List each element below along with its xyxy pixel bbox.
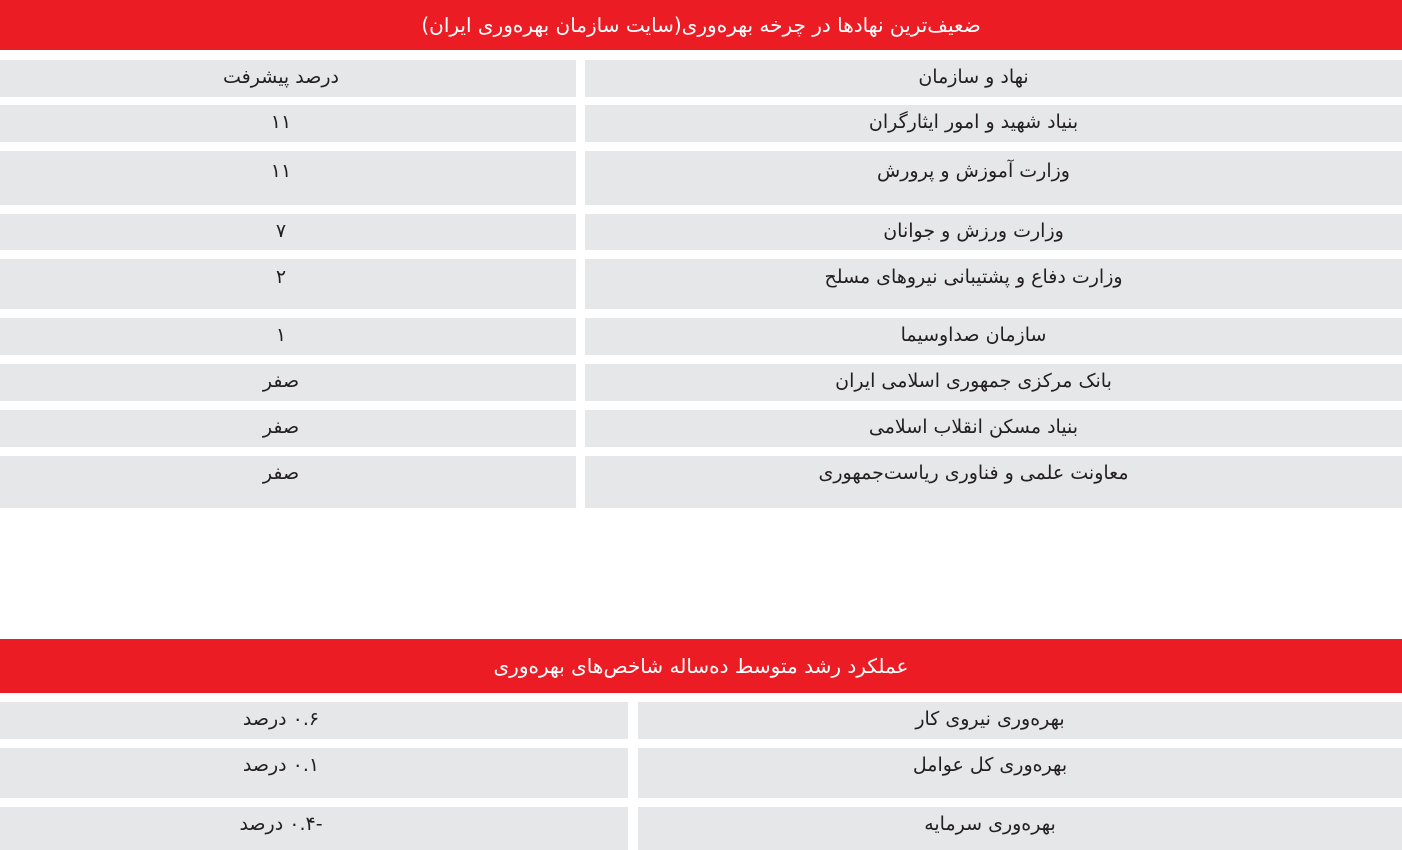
indicator-name: بهره‌وری نیروی کار (915, 708, 1065, 730)
header-name: نهاد و سازمان (918, 66, 1029, 88)
progress-value: ۷ (275, 220, 287, 242)
indicator-name-cell (638, 807, 1402, 850)
org-name-cell (585, 151, 1402, 205)
table-row (0, 151, 1402, 205)
org-name-cell (585, 318, 1402, 355)
table-row (0, 456, 1402, 508)
progress-cell (0, 151, 576, 205)
progress-cell (0, 364, 576, 401)
progress-value: صفر (262, 370, 300, 392)
org-name: وزارت دفاع و پشتیبانی نیروهای مسلح (824, 266, 1123, 288)
table1-header-row (0, 60, 1402, 97)
indicator-name: بهره‌وری سرمایه (924, 813, 1056, 835)
table-row (0, 807, 1402, 850)
header-name-cell (585, 60, 1402, 97)
indicator-name: بهره‌وری کل عوامل (912, 754, 1068, 776)
progress-cell (0, 214, 576, 250)
org-name-cell (585, 105, 1402, 142)
progress-cell (0, 259, 576, 309)
table-row (0, 702, 1402, 739)
growth-value: ۰.۶ درصد (242, 708, 320, 730)
table-row (0, 318, 1402, 355)
org-name-cell (585, 259, 1402, 309)
progress-cell (0, 105, 576, 142)
org-name-cell (585, 364, 1402, 401)
table-row (0, 748, 1402, 798)
org-name: سازمان صداوسیما (900, 324, 1047, 346)
org-name-cell (585, 214, 1402, 250)
table2-title-banner (0, 639, 1402, 693)
org-name: بنیاد شهید و امور ایثارگران (868, 111, 1079, 133)
header-value-cell (0, 60, 576, 97)
progress-value: ۱۱ (270, 160, 292, 182)
table-row (0, 105, 1402, 142)
growth-cell (0, 748, 628, 798)
progress-value: ۱۱ (270, 111, 292, 133)
growth-cell (0, 807, 628, 850)
progress-cell (0, 456, 576, 508)
indicator-name-cell (638, 748, 1402, 798)
growth-value: ۰.۱ درصد (242, 754, 320, 776)
table-row (0, 214, 1402, 250)
table-row (0, 364, 1402, 401)
progress-value: ۱ (275, 324, 287, 346)
growth-cell (0, 702, 628, 739)
progress-value: صفر (262, 416, 300, 438)
table1-title: ضعیف‌ترین نهادها در چرخه بهره‌وری(سایت سازمان بهره‌وری ایران) (421, 13, 981, 37)
table-row (0, 410, 1402, 447)
org-name: بانک مرکزی جمهوری اسلامی ایران (835, 370, 1112, 392)
org-name: معاونت علمی و فناوری ریاست‌جمهوری (818, 462, 1129, 484)
table-row (0, 259, 1402, 309)
table1-title-banner (0, 0, 1402, 50)
progress-cell (0, 410, 576, 447)
table2-title: عملکرد رشد متوسط ده‌ساله شاخص‌های بهره‌وری (493, 654, 909, 678)
header-value: درصد پیشرفت (223, 66, 339, 88)
org-name-cell (585, 456, 1402, 508)
org-name-cell (585, 410, 1402, 447)
progress-value: ۲ (275, 266, 287, 288)
progress-value: صفر (262, 462, 300, 484)
progress-cell (0, 318, 576, 355)
growth-value: -۰.۴ درصد (239, 813, 323, 835)
org-name: وزارت ورزش و جوانان (883, 220, 1064, 242)
org-name: وزارت آموزش و پرورش (877, 160, 1070, 182)
indicator-name-cell (638, 702, 1402, 739)
org-name: بنیاد مسکن انقلاب اسلامی (868, 416, 1079, 438)
